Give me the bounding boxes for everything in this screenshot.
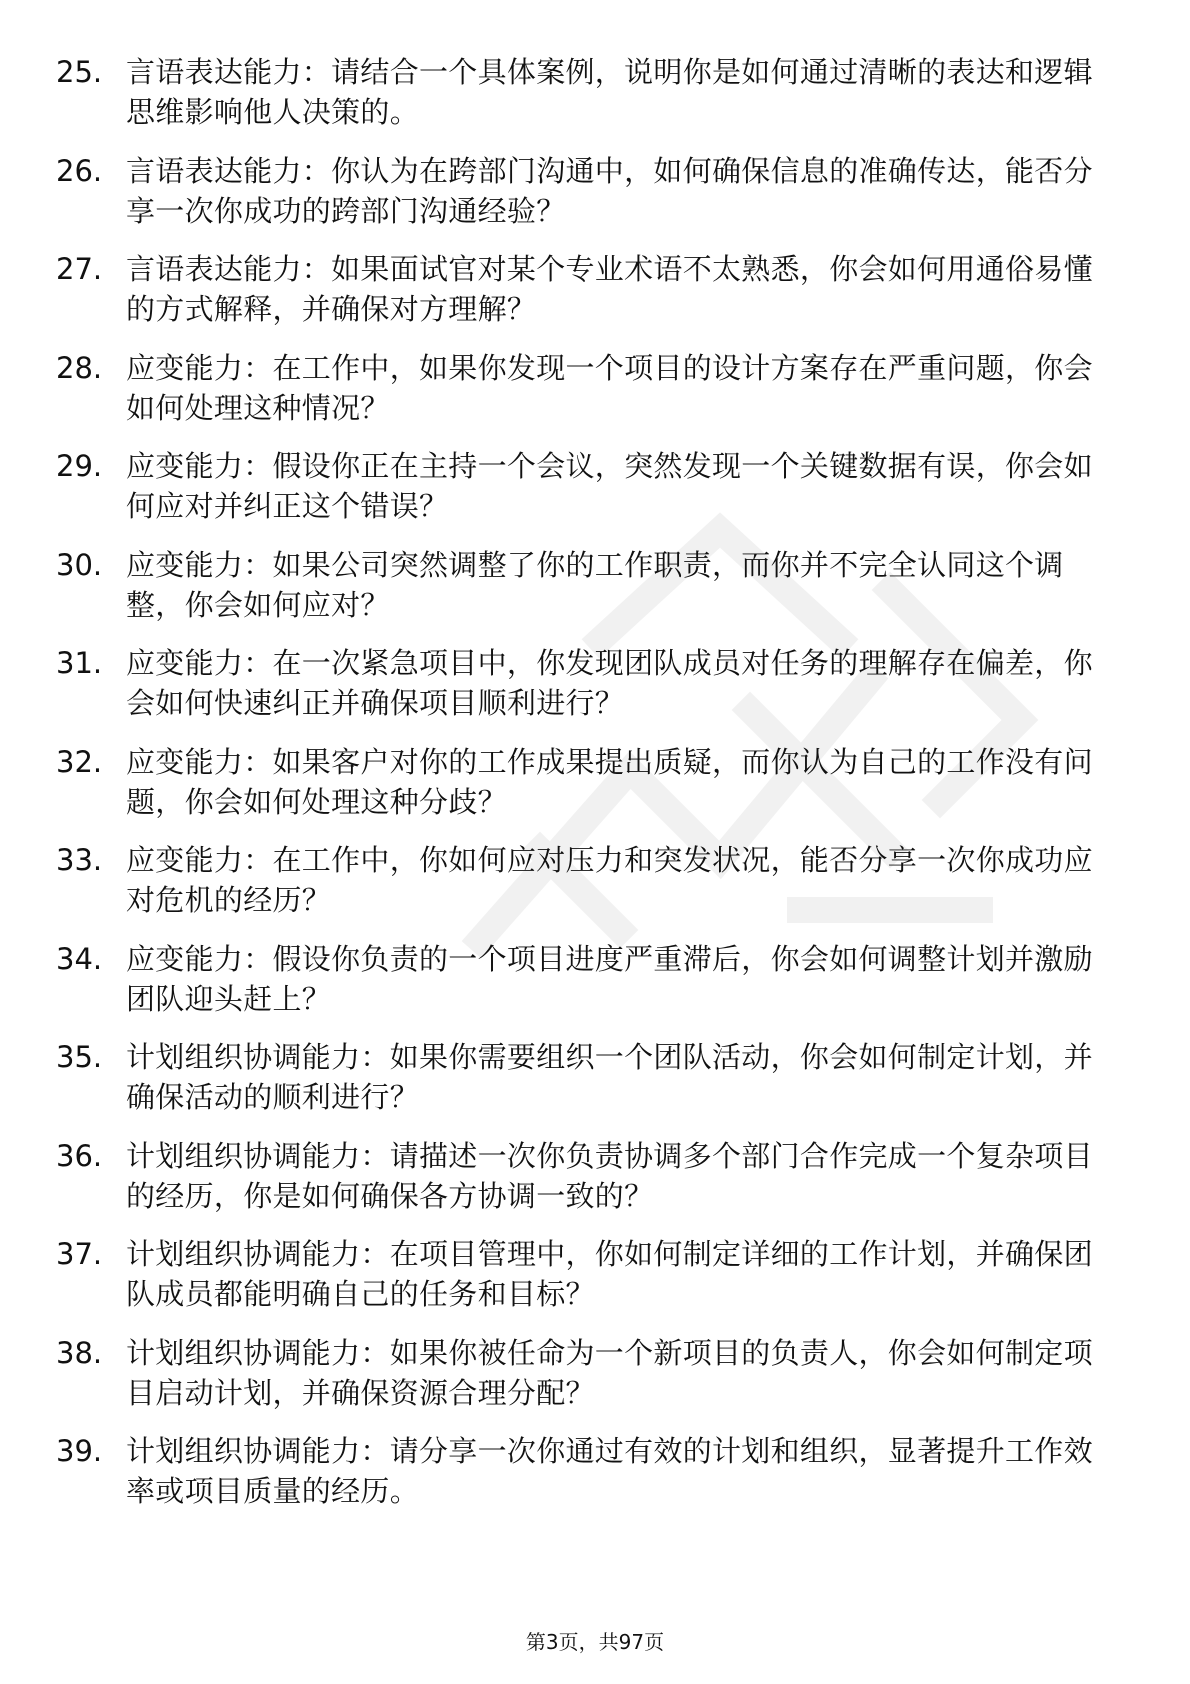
question-item-33	[56, 840, 1116, 920]
question-text: 计划组织协调能力：如果你被任命为一个新项目的负责人，你会如何制定项目启动计划，并确保资源合理分配？	[126, 1335, 1093, 1410]
question-number: 36.	[56, 1138, 103, 1173]
question-text: 计划组织协调能力：请描述一次你负责协调多个部门合作完成一个复杂项目的经历，你是如何确保各方协调一致的？	[126, 1138, 1093, 1213]
question-text: 应变能力：在工作中，你如何应对压力和突发状况，能否分享一次你成功应对危机的经历？	[126, 843, 1093, 917]
question-item-32	[56, 742, 1116, 822]
question-number: 32.	[56, 744, 103, 779]
question-item-34	[56, 939, 1116, 1019]
question-item-28	[56, 348, 1116, 428]
question-number: 38.	[56, 1335, 103, 1370]
page-number-label: 第3页，共97页	[525, 1630, 665, 1654]
question-number: 28.	[56, 350, 103, 385]
question-item-25	[56, 52, 1116, 132]
question-number: 35.	[56, 1040, 103, 1074]
question-text: 计划组织协调能力：请分享一次你通过有效的计划和组织，显著提升工作效率或项目质量的经历。	[126, 1434, 1093, 1508]
question-number: 33.	[56, 843, 103, 877]
question-item-27	[56, 249, 1116, 329]
question-item-29	[56, 446, 1116, 526]
question-number: 34.	[56, 941, 103, 976]
question-number: 25.	[56, 55, 103, 89]
question-number: 39.	[56, 1434, 103, 1468]
question-number: 37.	[56, 1237, 103, 1271]
page-footer	[0, 1628, 1190, 1656]
question-item-39	[56, 1431, 1116, 1511]
question-number: 31.	[56, 646, 103, 680]
question-item-31	[56, 643, 1116, 723]
question-text: 计划组织协调能力：如果你需要组织一个团队活动，你会如何制定计划，并确保活动的顺利进行？	[126, 1040, 1093, 1114]
question-text: 言语表达能力：你认为在跨部门沟通中，如何确保信息的准确传达，能否分享一次你成功的跨部门沟通经验？	[126, 153, 1093, 228]
question-text: 应变能力：在工作中，如果你发现一个项目的设计方案存在严重问题，你会如何处理这种情况？	[126, 350, 1093, 425]
question-item-37	[56, 1234, 1116, 1314]
question-item-38	[56, 1333, 1116, 1413]
question-text: 应变能力：如果公司突然调整了你的工作职责，而你并不完全认同这个调整，你会如何应对？	[126, 547, 1064, 622]
question-text: 言语表达能力：如果面试官对某个专业术语不太熟悉，你会如何用通俗易懂的方式解释，并确保对方理解？	[126, 252, 1093, 326]
question-text: 应变能力：在一次紧急项目中，你发现团队成员对任务的理解存在偏差，你会如何快速纠正并确保项目顺利进行？	[126, 646, 1093, 720]
question-item-26	[56, 151, 1116, 231]
question-text: 计划组织协调能力：在项目管理中，你如何制定详细的工作计划，并确保团队成员都能明确自己的任务和目标？	[126, 1237, 1093, 1311]
question-text: 言语表达能力：请结合一个具体案例，说明你是如何通过清晰的表达和逻辑思维影响他人决策的。	[126, 55, 1093, 129]
question-item-36	[56, 1136, 1116, 1216]
question-number: 27.	[56, 252, 103, 286]
question-number: 29.	[56, 449, 103, 483]
question-text: 应变能力：如果客户对你的工作成果提出质疑，而你认为自己的工作没有问题，你会如何处理这种分歧？	[126, 744, 1093, 819]
question-number: 30.	[56, 547, 103, 582]
question-item-30	[56, 545, 1116, 625]
question-text: 应变能力：假设你负责的一个项目进度严重滞后，你会如何调整计划并激励团队迎头赶上？	[126, 941, 1093, 1016]
question-list	[56, 52, 1116, 1530]
question-number: 26.	[56, 153, 103, 188]
question-item-35	[56, 1037, 1116, 1117]
question-text: 应变能力：假设你正在主持一个会议，突然发现一个关键数据有误，你会如何应对并纠正这个错误？	[126, 449, 1093, 523]
